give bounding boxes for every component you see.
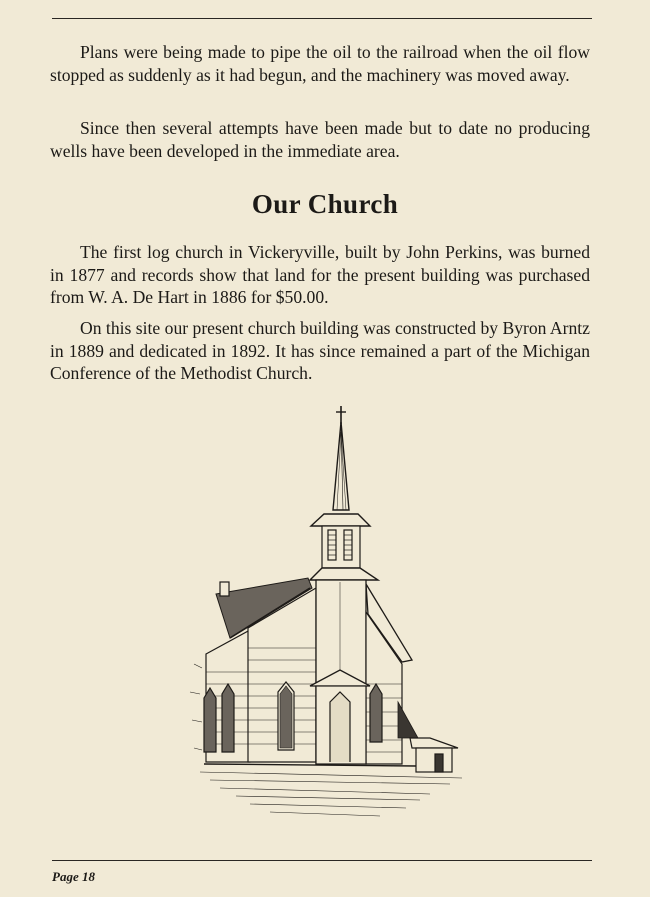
paragraph-oil-pipe	[50, 41, 590, 86]
bottom-rule	[52, 860, 592, 861]
paragraph-text: The first log church in Vickeryville, built by John Perkins, was burned in 1877 and records show that land for the present building was purchased from W. A. De Hart in 1886 for $50.00.	[50, 242, 590, 307]
page-number: Page 18	[52, 869, 95, 884]
paragraph-text: Plans were being made to pipe the oil to the railroad when the oil flow stopped as suddenly as it had begun, and the machinery was moved away.	[50, 42, 590, 85]
paragraph-text: On this site our present church building was constructed by Byron Arntz in 1889 and dedicated in 1892. It has since remained a part of the Michigan Conference of the Methodist Church.	[50, 318, 590, 383]
paragraph-attempts	[50, 117, 590, 162]
church-illustration	[180, 402, 470, 834]
paragraph-first-log-church	[50, 241, 590, 309]
section-heading: Our Church	[251, 189, 399, 219]
paragraph-text: Since then several attempts have been made but to date no producing wells have been developed in the immediate area.	[50, 118, 590, 161]
paragraph-present-building	[50, 317, 590, 385]
top-rule	[52, 18, 592, 19]
